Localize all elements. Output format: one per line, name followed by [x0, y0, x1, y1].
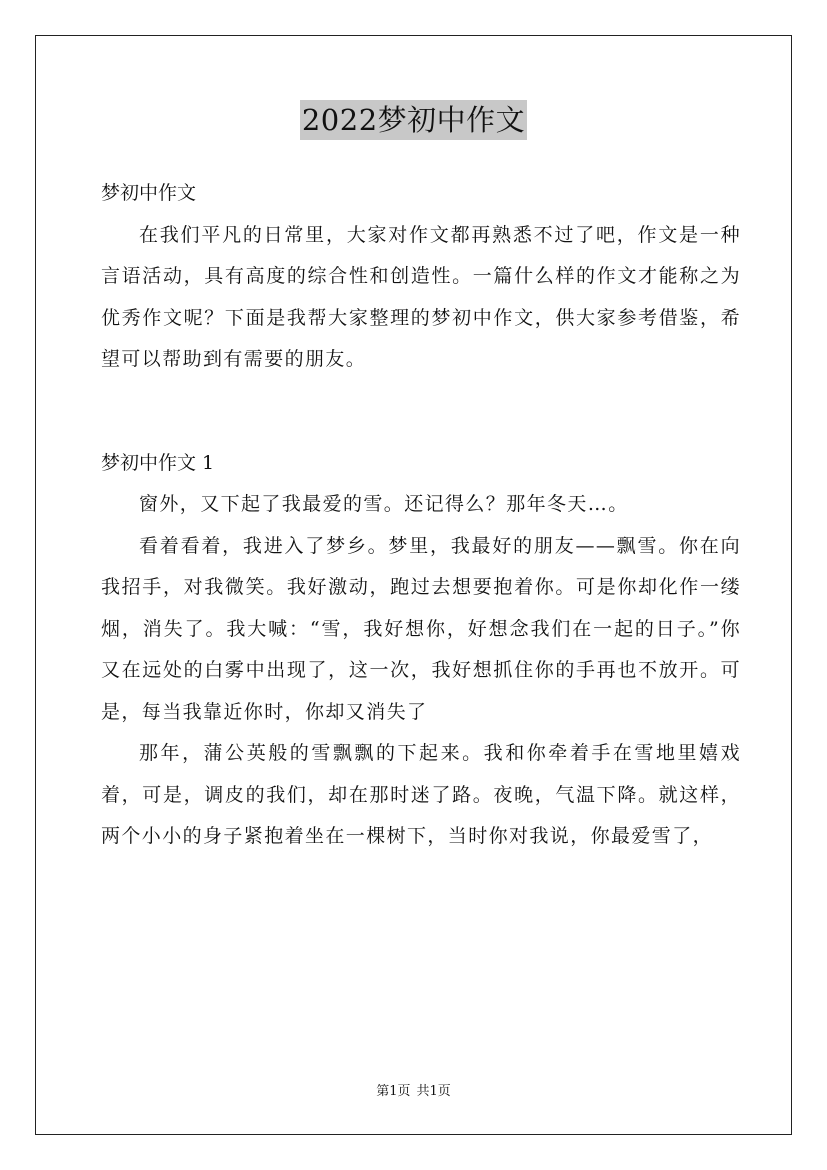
page-number: 第1页 [376, 1084, 411, 1099]
intro-paragraph: 在我们平凡的日常里，大家对作文都再熟悉不过了吧，作文是一种言语活动，具有高度的综合性和创造性。一篇什么样的作文才能称之为优秀作文呢？下面是我帮大家整理的梦初中作文，供大家参考借鉴，希望可以帮助到有需要的朋友。 [101, 223, 741, 370]
essay-heading: 梦初中作文 1 [101, 451, 215, 474]
document-body [101, 173, 741, 858]
essay-paragraph-2: 看着看着，我进入了梦乡。梦里，我最好的朋友——飘雪。你在向我招手，对我微笑。我好激动，跑过去想要抱着你。可是你却化作一缕烟，消失了。我大喊：“雪，我好想你，好想念我们在一起的日子。”你又在远处的白雾中出现了，这一次，我好想抓住你的手再也不放开。可是，每当我靠近你时，你却又消失了 [101, 534, 741, 723]
essay-paragraph-1: 窗外，又下起了我最爱的雪。还记得么？那年冬天…。 [139, 493, 629, 515]
title-wrapper [0, 100, 827, 140]
section-spacer [101, 381, 741, 443]
page-footer [0, 1083, 827, 1101]
page-total: 共1页 [416, 1084, 451, 1099]
document-title: 2022梦初中作文 [300, 100, 527, 140]
intro-heading: 梦初中作文 [101, 182, 197, 204]
essay-paragraph-3: 那年，蒲公英般的雪飘飘的下起来。我和你牵着手在雪地里嬉戏着，可是，调皮的我们，却在那时迷了路。夜晚，气温下降。就这样，两个小小的身子紧抱着坐在一棵树下，当时你对我说，你最爱雪了， [101, 742, 741, 847]
